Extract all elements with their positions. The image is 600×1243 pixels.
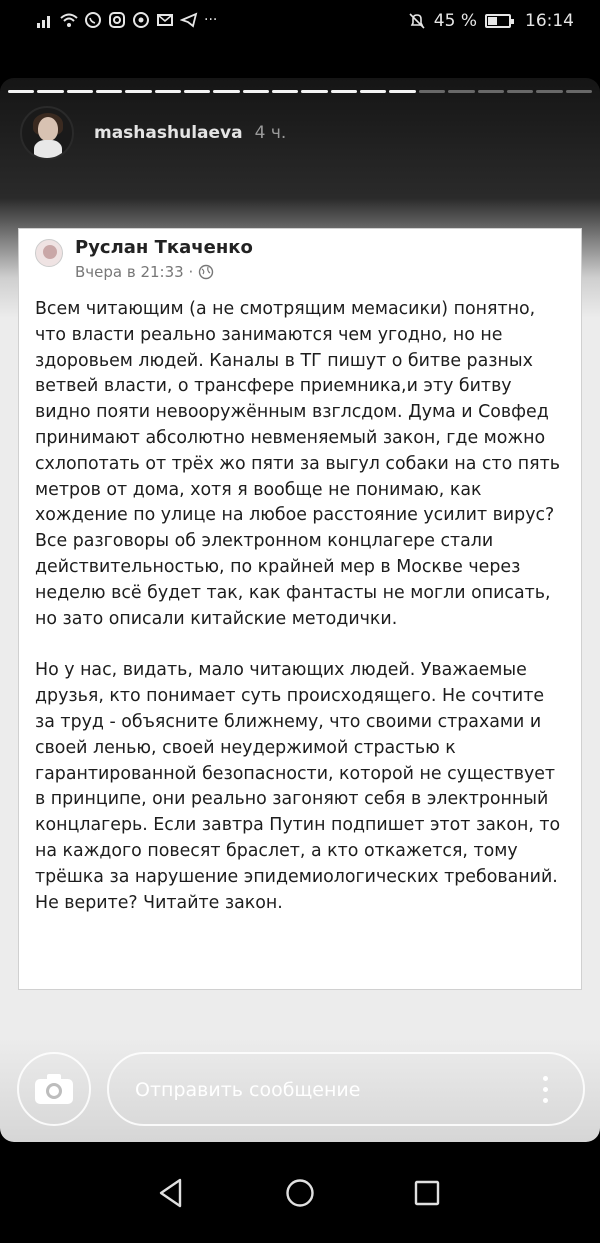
- more-options-icon[interactable]: [543, 1076, 549, 1109]
- story-progress-bar: [8, 90, 592, 93]
- home-button[interactable]: [277, 1170, 323, 1216]
- send-message-placeholder: Отправить сообщение: [135, 1079, 361, 1101]
- story-time: 4 ч.: [254, 123, 287, 143]
- camera-button[interactable]: [17, 1052, 91, 1126]
- globe-icon: [198, 264, 214, 280]
- recents-icon: [413, 1179, 441, 1207]
- telegram-icon: [180, 11, 198, 29]
- system-navigation-bar: [0, 1142, 600, 1243]
- signal-icon: [36, 11, 54, 29]
- status-notification-icons: [36, 11, 217, 29]
- progress-segment: [478, 90, 504, 93]
- post-date: Вчера в 21:33 ·: [75, 263, 194, 281]
- post-paragraph: Всем читающим (а не смотрящим мемасики) понятно, что власти реально занимаются чем угодно, но не здоровьем людей. Каналы в ТГ пишут о битве разных ветвей власти, о трансфере приемника,и эту битву видно пояти невооружённым взглсдом. Дума и Совфед принимают абсолютно невменяемый закон, где можно схлопотать от трёх жо пяти за выгул собаки на сто пять метров от дома, хотя я вообще не понимаю, как хождение по улице на любое расстояние усилит вирус? Все разговоры об электронном концлагере стали действительностью, по крайней мер в Москве через неделю всё будет так, как фантасты не могли описать, но зато описали китайские методички.: [35, 299, 560, 629]
- progress-segment: [331, 90, 357, 93]
- instagram-icon: [108, 11, 126, 29]
- progress-segment: [448, 90, 474, 93]
- story-viewer[interactable]: [0, 78, 600, 1142]
- recents-button[interactable]: [404, 1170, 450, 1216]
- chrome-icon: [132, 11, 150, 29]
- story-header[interactable]: [20, 106, 286, 160]
- home-icon: [285, 1178, 315, 1208]
- progress-segment: [419, 90, 445, 93]
- mail-icon: [156, 11, 174, 29]
- facebook-post-screenshot: [18, 228, 582, 990]
- back-button[interactable]: [148, 1170, 194, 1216]
- post-author-name: Руслан Ткаченко: [75, 237, 253, 258]
- back-icon: [158, 1178, 184, 1208]
- clock: 16:14: [525, 11, 574, 31]
- user-avatar[interactable]: [20, 106, 74, 160]
- story-username[interactable]: mashashulaeva: [94, 123, 243, 143]
- post-paragraph: Но у нас, видать, мало читающих людей. Уважаемые друзья, кто понимает суть происходящего. Не сочтите за труд - объясните ближнему, что своими страхами и своей ленью, своей неудержимой страстью к гарантированной безопасности, которой не существует в принципе, они реально загоняют себя в электронный концлагерь. Если завтра Путин подпишет этот закон, то на каждого повесят браслет, а кто откажется, тому трёшка за нарушение эпидемиологических требований. Не верите? Читайте закон.: [35, 660, 561, 913]
- progress-segment: [301, 90, 327, 93]
- post-author-block: [35, 237, 253, 281]
- post-author-avatar: [35, 239, 63, 267]
- progress-segment: [389, 90, 415, 93]
- battery-icon: [485, 14, 511, 28]
- progress-segment: [360, 90, 386, 93]
- progress-segment: [37, 90, 63, 93]
- progress-segment: [272, 90, 298, 93]
- send-message-input[interactable]: [107, 1052, 585, 1126]
- progress-segment: [8, 90, 34, 93]
- progress-segment: [566, 90, 592, 93]
- status-bar: [0, 0, 600, 46]
- progress-segment: [507, 90, 533, 93]
- progress-segment: [536, 90, 562, 93]
- post-body: [35, 297, 565, 916]
- progress-segment: [213, 90, 239, 93]
- more-notifications-icon: ···: [204, 12, 218, 28]
- progress-segment: [184, 90, 210, 93]
- progress-segment: [243, 90, 269, 93]
- progress-segment: [67, 90, 93, 93]
- mute-bell-icon: [408, 12, 426, 30]
- progress-segment: [125, 90, 151, 93]
- wifi-icon: [60, 11, 78, 29]
- whatsapp-icon: [84, 11, 102, 29]
- battery-percent: 45 %: [433, 11, 477, 31]
- progress-segment: [155, 90, 181, 93]
- progress-segment: [96, 90, 122, 93]
- camera-icon: [34, 1073, 74, 1105]
